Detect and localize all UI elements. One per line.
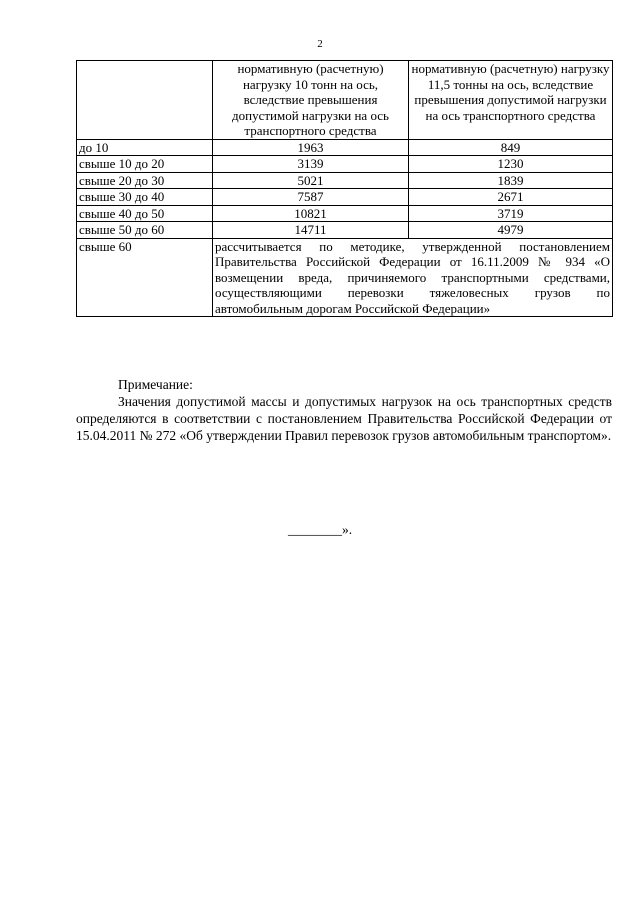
note-title: Примечание: [118, 377, 193, 392]
value-11-5t-cell: 4979 [409, 222, 613, 239]
range-cell: свыше 30 до 40 [77, 189, 213, 206]
range-cell: свыше 40 до 50 [77, 205, 213, 222]
value-11-5t-cell: 1230 [409, 156, 613, 173]
range-cell: до 10 [77, 139, 213, 156]
value-11-5t-cell: 1839 [409, 172, 613, 189]
value-10t-cell: 5021 [213, 172, 409, 189]
range-cell: свыше 60 [77, 238, 213, 317]
page-number: 2 [317, 38, 323, 50]
value-11-5t-cell: 2671 [409, 189, 613, 206]
value-11-5t-cell: 849 [409, 139, 613, 156]
range-cell: свыше 50 до 60 [77, 222, 213, 239]
table-row [77, 139, 613, 156]
methodology-cell: рассчитывается по методике, утвержденной постановлением Правительства Российской Федерации от 16.11.2009 № 934 «О возмещении вреда, причиняемого транспортными средствами, осуществляющими перевозки тяжеловесных грузов по автомобильным дорогам Российской Федерации» [213, 238, 613, 317]
header-cell-range [77, 61, 213, 140]
value-10t-cell: 7587 [213, 189, 409, 206]
range-cell: свыше 20 до 30 [77, 172, 213, 189]
table-row [77, 205, 613, 222]
header-cell-11-5t: нормативную (расчетную) нагрузку 11,5 тонны на ось, вследствие превышения допустимой нагрузки на ось транспортного средства [409, 61, 613, 140]
damage-rates-table [76, 60, 613, 317]
table-row [77, 222, 613, 239]
value-10t-cell: 3139 [213, 156, 409, 173]
note-text: Значения допустимой массы и допустимых нагрузок на ось транспортных средств определяются в соответствии с постановлением Правительства Российской Федерации от 15.04.2011 № 272 «Об утверждении Правил перевозок грузов автомобильным транспортом». [76, 394, 612, 443]
closing-mark: ________». [287, 522, 353, 537]
value-11-5t-cell: 3719 [409, 205, 613, 222]
value-10t-cell: 10821 [213, 205, 409, 222]
table-header-row [77, 61, 613, 140]
header-cell-10t: нормативную (расчетную) нагрузку 10 тонн на ось, вследствие превышения допустимой нагрузки на ось транспортного средства [213, 61, 409, 140]
value-10t-cell: 1963 [213, 139, 409, 156]
table-row [77, 172, 613, 189]
value-10t-cell: 14711 [213, 222, 409, 239]
table-row [77, 189, 613, 206]
range-cell: свыше 10 до 20 [77, 156, 213, 173]
table-row-over-60 [77, 238, 613, 317]
table-row [77, 156, 613, 173]
